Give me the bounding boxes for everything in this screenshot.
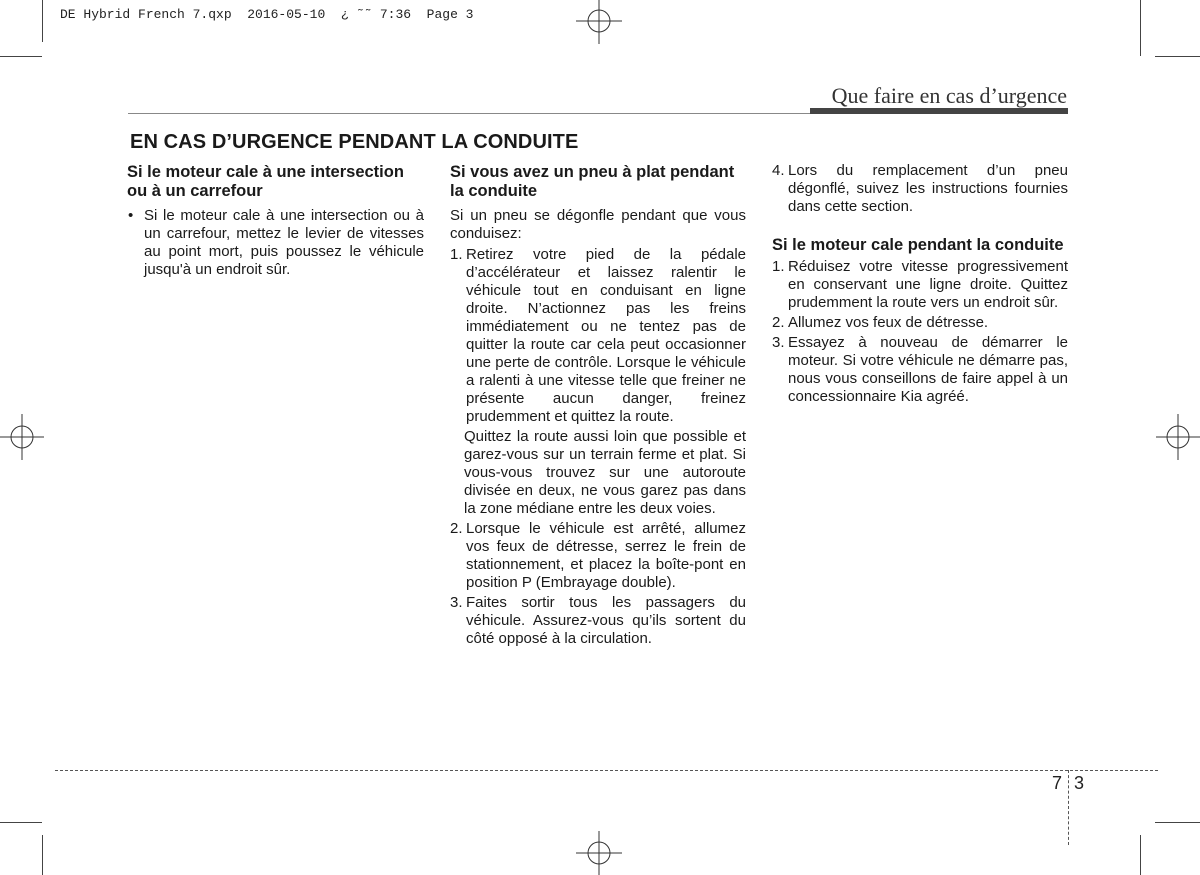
list-item bbox=[450, 520, 746, 592]
registration-mark-bottom-icon bbox=[576, 829, 622, 875]
list-number: 1. bbox=[450, 246, 463, 263]
column-1 bbox=[127, 163, 424, 281]
crop-mark bbox=[1140, 835, 1141, 875]
print-slug: DE Hybrid French 7.qxp 2016-05-10 ¿ ˜˜ 7:36 Page 3 bbox=[60, 7, 474, 22]
list-text: Essayez à nouveau de démarrer le moteur. Si votre véhicule ne démarre pas, nous vous conseillons de faire appel à un concessionnaire Kia agréé. bbox=[788, 334, 1068, 405]
list-text: Retirez votre pied de la pédale d’accélérateur et laissez ralentir le véhicule tout en conduisant en ligne droite. N’actionnez pas les freins immédiatement ou ne tentez pas de quitter la route car cela peut occasionner une perte de contrôle. Lorsque le véhicule a ralenti à une vitesse telle que freiner ne présente aucun danger, freinez prudemment et quittez la route. bbox=[466, 246, 746, 425]
subsection-heading-flat-tire: Si vous avez un pneu à plat pendant la conduite bbox=[450, 163, 735, 200]
list-number: 2. bbox=[772, 314, 785, 331]
registration-mark-left-icon bbox=[0, 414, 46, 460]
footer-page-divider bbox=[1068, 770, 1069, 845]
registration-mark-right-icon bbox=[1154, 414, 1200, 460]
intro-text: Si un pneu se dégonfle pendant que vous conduisez: bbox=[450, 207, 746, 242]
list-item bbox=[772, 334, 1068, 406]
list-number: 1. bbox=[772, 258, 785, 275]
registration-mark-top-icon bbox=[576, 0, 622, 46]
crop-mark bbox=[0, 822, 42, 823]
page-number: 3 bbox=[1074, 773, 1085, 793]
list-text: Faites sortir tous les passagers du véhicule. Assurez-vous qu’ils sortent du côté opposé à la circulation. bbox=[466, 594, 746, 647]
crop-mark bbox=[42, 0, 43, 42]
list-text: Allumez vos feux de détresse. bbox=[788, 314, 989, 331]
crop-mark bbox=[1155, 56, 1200, 57]
header-accent-bar bbox=[810, 108, 1068, 114]
list-item bbox=[772, 314, 1068, 332]
crop-mark bbox=[0, 56, 42, 57]
list-item bbox=[772, 162, 1068, 216]
crop-mark bbox=[42, 835, 43, 875]
list-item bbox=[450, 246, 746, 426]
column-3 bbox=[772, 162, 1068, 408]
column-2 bbox=[450, 163, 746, 650]
subsection-heading-engine-stall: Si le moteur cale pendant la conduite bbox=[772, 236, 1064, 254]
section-title: EN CAS D’URGENCE PENDANT LA CONDUITE bbox=[130, 131, 579, 153]
bullet-item bbox=[127, 207, 424, 279]
list-number: 4. bbox=[772, 162, 785, 179]
list-text: Lorsque le véhicule est arrêté, allumez vos feux de détresse, serrez le frein de stationnement, et placez la boîte-pont en position P (Embrayage double). bbox=[466, 520, 746, 591]
list-text: Réduisez votre vitesse progressivement en conservant une ligne droite. Quittez prudemment la route vers un endroit sûr. bbox=[788, 258, 1068, 311]
bullet-text: Si le moteur cale à une intersection ou à un carrefour, mettez le levier de vitesses au point mort, puis poussez le véhicule jusqu'à un endroit sûr. bbox=[144, 207, 424, 278]
chapter-title: Que faire en cas d’urgence bbox=[831, 83, 1067, 108]
list-item bbox=[772, 258, 1068, 312]
list-number: 2. bbox=[450, 520, 463, 537]
bullet-icon: • bbox=[128, 207, 134, 224]
crop-mark bbox=[1155, 822, 1200, 823]
list-item bbox=[450, 594, 746, 648]
list-number: 3. bbox=[450, 594, 463, 611]
list-text: Lors du remplacement d’un pneu dégonflé, suivez les instructions fournies dans cette section. bbox=[788, 162, 1068, 215]
crop-mark bbox=[1140, 0, 1141, 56]
footer-dashed-rule bbox=[55, 770, 1158, 771]
subsection-heading-intersection: Si le moteur cale à une intersection ou à un carrefour bbox=[127, 163, 404, 200]
chapter-number: 7 bbox=[1052, 773, 1063, 793]
list-number: 3. bbox=[772, 334, 785, 351]
continuation-text: Quittez la route aussi loin que possible et garez-vous sur un terrain ferme et plat. Si vous-vous trouvez sur une autoroute divisée en deux, ne vous garez pas dans la zone médiane entre les deux voies. bbox=[464, 428, 746, 517]
